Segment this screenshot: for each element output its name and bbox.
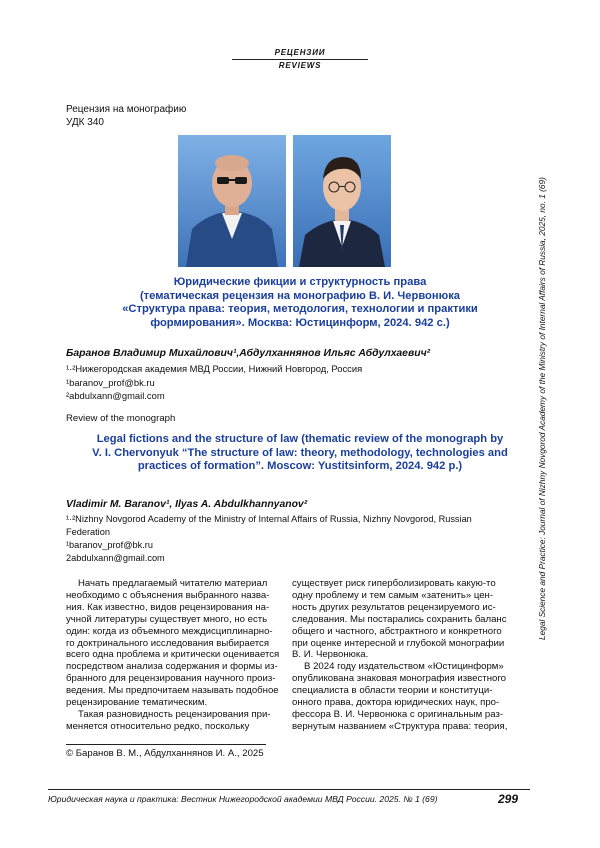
title-en-line: Legal fictions and the structure of law (thematic review of the monograph by bbox=[60, 433, 540, 447]
body-line: вернутым названием «Структура права: теория, bbox=[292, 721, 514, 733]
title-ru-line: Юридические фикции и структурность права bbox=[60, 276, 540, 290]
email-ru-1[interactable]: ¹baranov_prof@bk.ru bbox=[66, 376, 155, 389]
body-line: рецензирование тематическим. bbox=[66, 697, 286, 709]
body-line: посредством анализа содержания и формы из- bbox=[66, 661, 286, 673]
header-divider bbox=[232, 59, 368, 60]
body-line: меняется относительно редко, поскольку bbox=[66, 721, 286, 733]
footer-journal: Юридическая наука и практика: Вестник Нижегородской академии МВД России. 2025. № 1 (69) bbox=[48, 794, 437, 804]
body-line: фессора В. И. Червонюка с оригинальным раз- bbox=[292, 709, 514, 721]
sidebar-journal-en: Legal Science and Practice: Journal of Nizhny Novgorod Academy of the Ministry of Internal Affairs of Russia, 2025, no. 1 (69) bbox=[537, 240, 549, 640]
body-line: существует риск гиперболизировать какую-то bbox=[292, 578, 514, 590]
body-column-2 bbox=[292, 578, 514, 733]
section-label-en: REVIEWS bbox=[0, 61, 600, 70]
title-en-line: practices of formation”. Moscow: Yustitsinform, 2024. 942 p.) bbox=[60, 460, 540, 474]
body-line: ведения. Мы предпочитаем называть подобное bbox=[66, 685, 286, 697]
body-line: общего и частного, абстрактного и конкретного bbox=[292, 626, 514, 638]
body-line: один: когда из объемного междисциплинарно- bbox=[66, 626, 286, 638]
footer-divider bbox=[48, 789, 530, 790]
authors-ru: Баранов Владимир Михайлович¹,Абдулханнянов Ильяс Абдулхаевич² bbox=[66, 348, 430, 359]
title-en-line: V. I. Chervonyuk “The structure of law: theory, methodology, technologies and bbox=[60, 447, 540, 461]
body-line: ния. Как известно, видов рецензирования на- bbox=[66, 602, 286, 614]
body-line: онного права, доктора юридических наук, про- bbox=[292, 697, 514, 709]
body-line: всего одна проблема и критически оценивается bbox=[66, 649, 286, 661]
title-ru-line: «Структура права: теория, методология, технологии и практики bbox=[60, 303, 540, 317]
affiliation-en-l2: Federation bbox=[66, 526, 110, 539]
page-number: 299 bbox=[498, 792, 518, 806]
body-line: учной литературы существует много, но есть bbox=[66, 614, 286, 626]
copyright: © Баранов В. М., Абдулханнянов И. А., 2025 bbox=[66, 747, 264, 760]
affiliation-ru: ¹·²Нижегородская академия МВД России, Нижний Новгород, Россия bbox=[66, 362, 362, 375]
author-photo-1 bbox=[178, 135, 286, 267]
title-ru bbox=[60, 276, 540, 330]
body-line: В. И. Червонюка. bbox=[292, 649, 514, 661]
title-ru-line: формирования». Москва: Юстицинформ, 2024. 942 с.) bbox=[60, 317, 540, 331]
author-photo-2 bbox=[293, 135, 391, 267]
section-label-ru: РЕЦЕНЗИИ bbox=[0, 48, 600, 57]
body-line: при оценке интересной и глубокой монографии bbox=[292, 638, 514, 650]
email-en-2[interactable]: 2abdulxann@gmail.com bbox=[66, 552, 165, 565]
title-ru-line: (тематическая рецензия на монографию В. И. Червонюка bbox=[60, 290, 540, 304]
body-line: го доктринального исследования выбирается bbox=[66, 638, 286, 650]
review-of-label: Рецензия на монографию bbox=[66, 103, 186, 116]
email-ru-2[interactable]: ²abdulxann@gmail.com bbox=[66, 389, 165, 402]
authors-en: Vladimir M. Baranov¹, Ilyas A. Abdulkhannyanov² bbox=[66, 499, 307, 510]
body-line: необходимо с объяснения выбранного назва- bbox=[66, 590, 286, 602]
body-line: ность других результатов рецензируемого ис- bbox=[292, 602, 514, 614]
body-line: Начать предлагаемый читателю материал bbox=[66, 578, 286, 590]
body-line: специалиста в области теории и конституци- bbox=[292, 685, 514, 697]
body-line: одну проблему и тем самым «затенить» цен- bbox=[292, 590, 514, 602]
body-line: опубликована знаковая монография известного bbox=[292, 673, 514, 685]
email-en-1[interactable]: ¹baranov_prof@bk.ru bbox=[66, 539, 153, 552]
affiliation-en-l1: ¹·²Nizhny Novgorod Academy of the Ministry of Internal Affairs of Russia, Nizhny Novgorod, Russian bbox=[66, 513, 472, 526]
body-line: следования. Мы постарались сохранить баланс bbox=[292, 614, 514, 626]
body-line: Такая разновидность рецензирования при- bbox=[66, 709, 286, 721]
body-line: В 2024 году издательством «Юстицинформ» bbox=[292, 661, 514, 673]
copyright-divider bbox=[66, 744, 266, 745]
review-of-en: Review of the monograph bbox=[66, 412, 175, 425]
udk-label: УДК 340 bbox=[66, 116, 104, 129]
body-line: бранного для рецензирования научного произ- bbox=[66, 673, 286, 685]
title-en bbox=[60, 433, 540, 474]
body-column-1 bbox=[66, 578, 286, 733]
